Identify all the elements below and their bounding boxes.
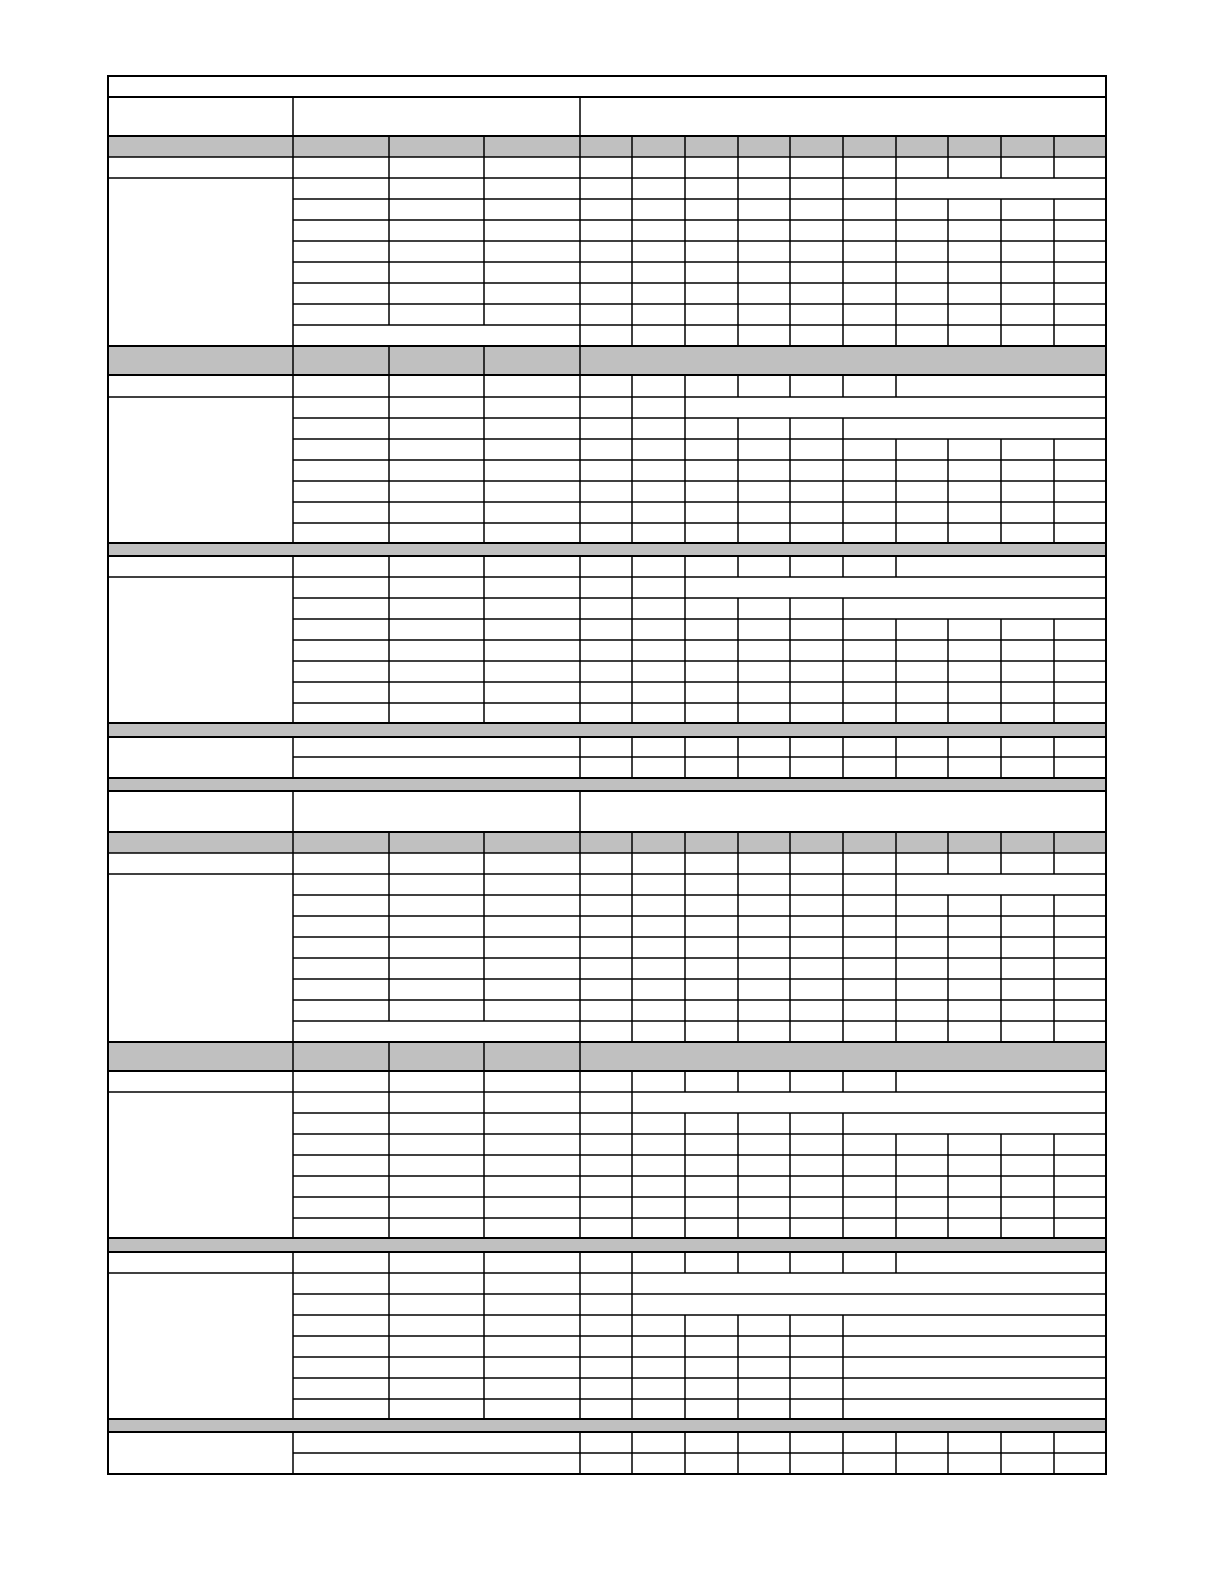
divider-band bbox=[108, 544, 1106, 556]
column-header-band bbox=[108, 833, 1106, 853]
section-header-band bbox=[108, 1043, 1106, 1071]
divider-band bbox=[108, 1420, 1106, 1432]
form-border bbox=[108, 76, 1106, 1474]
divider-band bbox=[108, 779, 1106, 791]
column-header-band bbox=[108, 137, 1106, 157]
divider-band bbox=[108, 1239, 1106, 1252]
section-header-band bbox=[108, 347, 1106, 375]
divider-band bbox=[108, 724, 1106, 737]
